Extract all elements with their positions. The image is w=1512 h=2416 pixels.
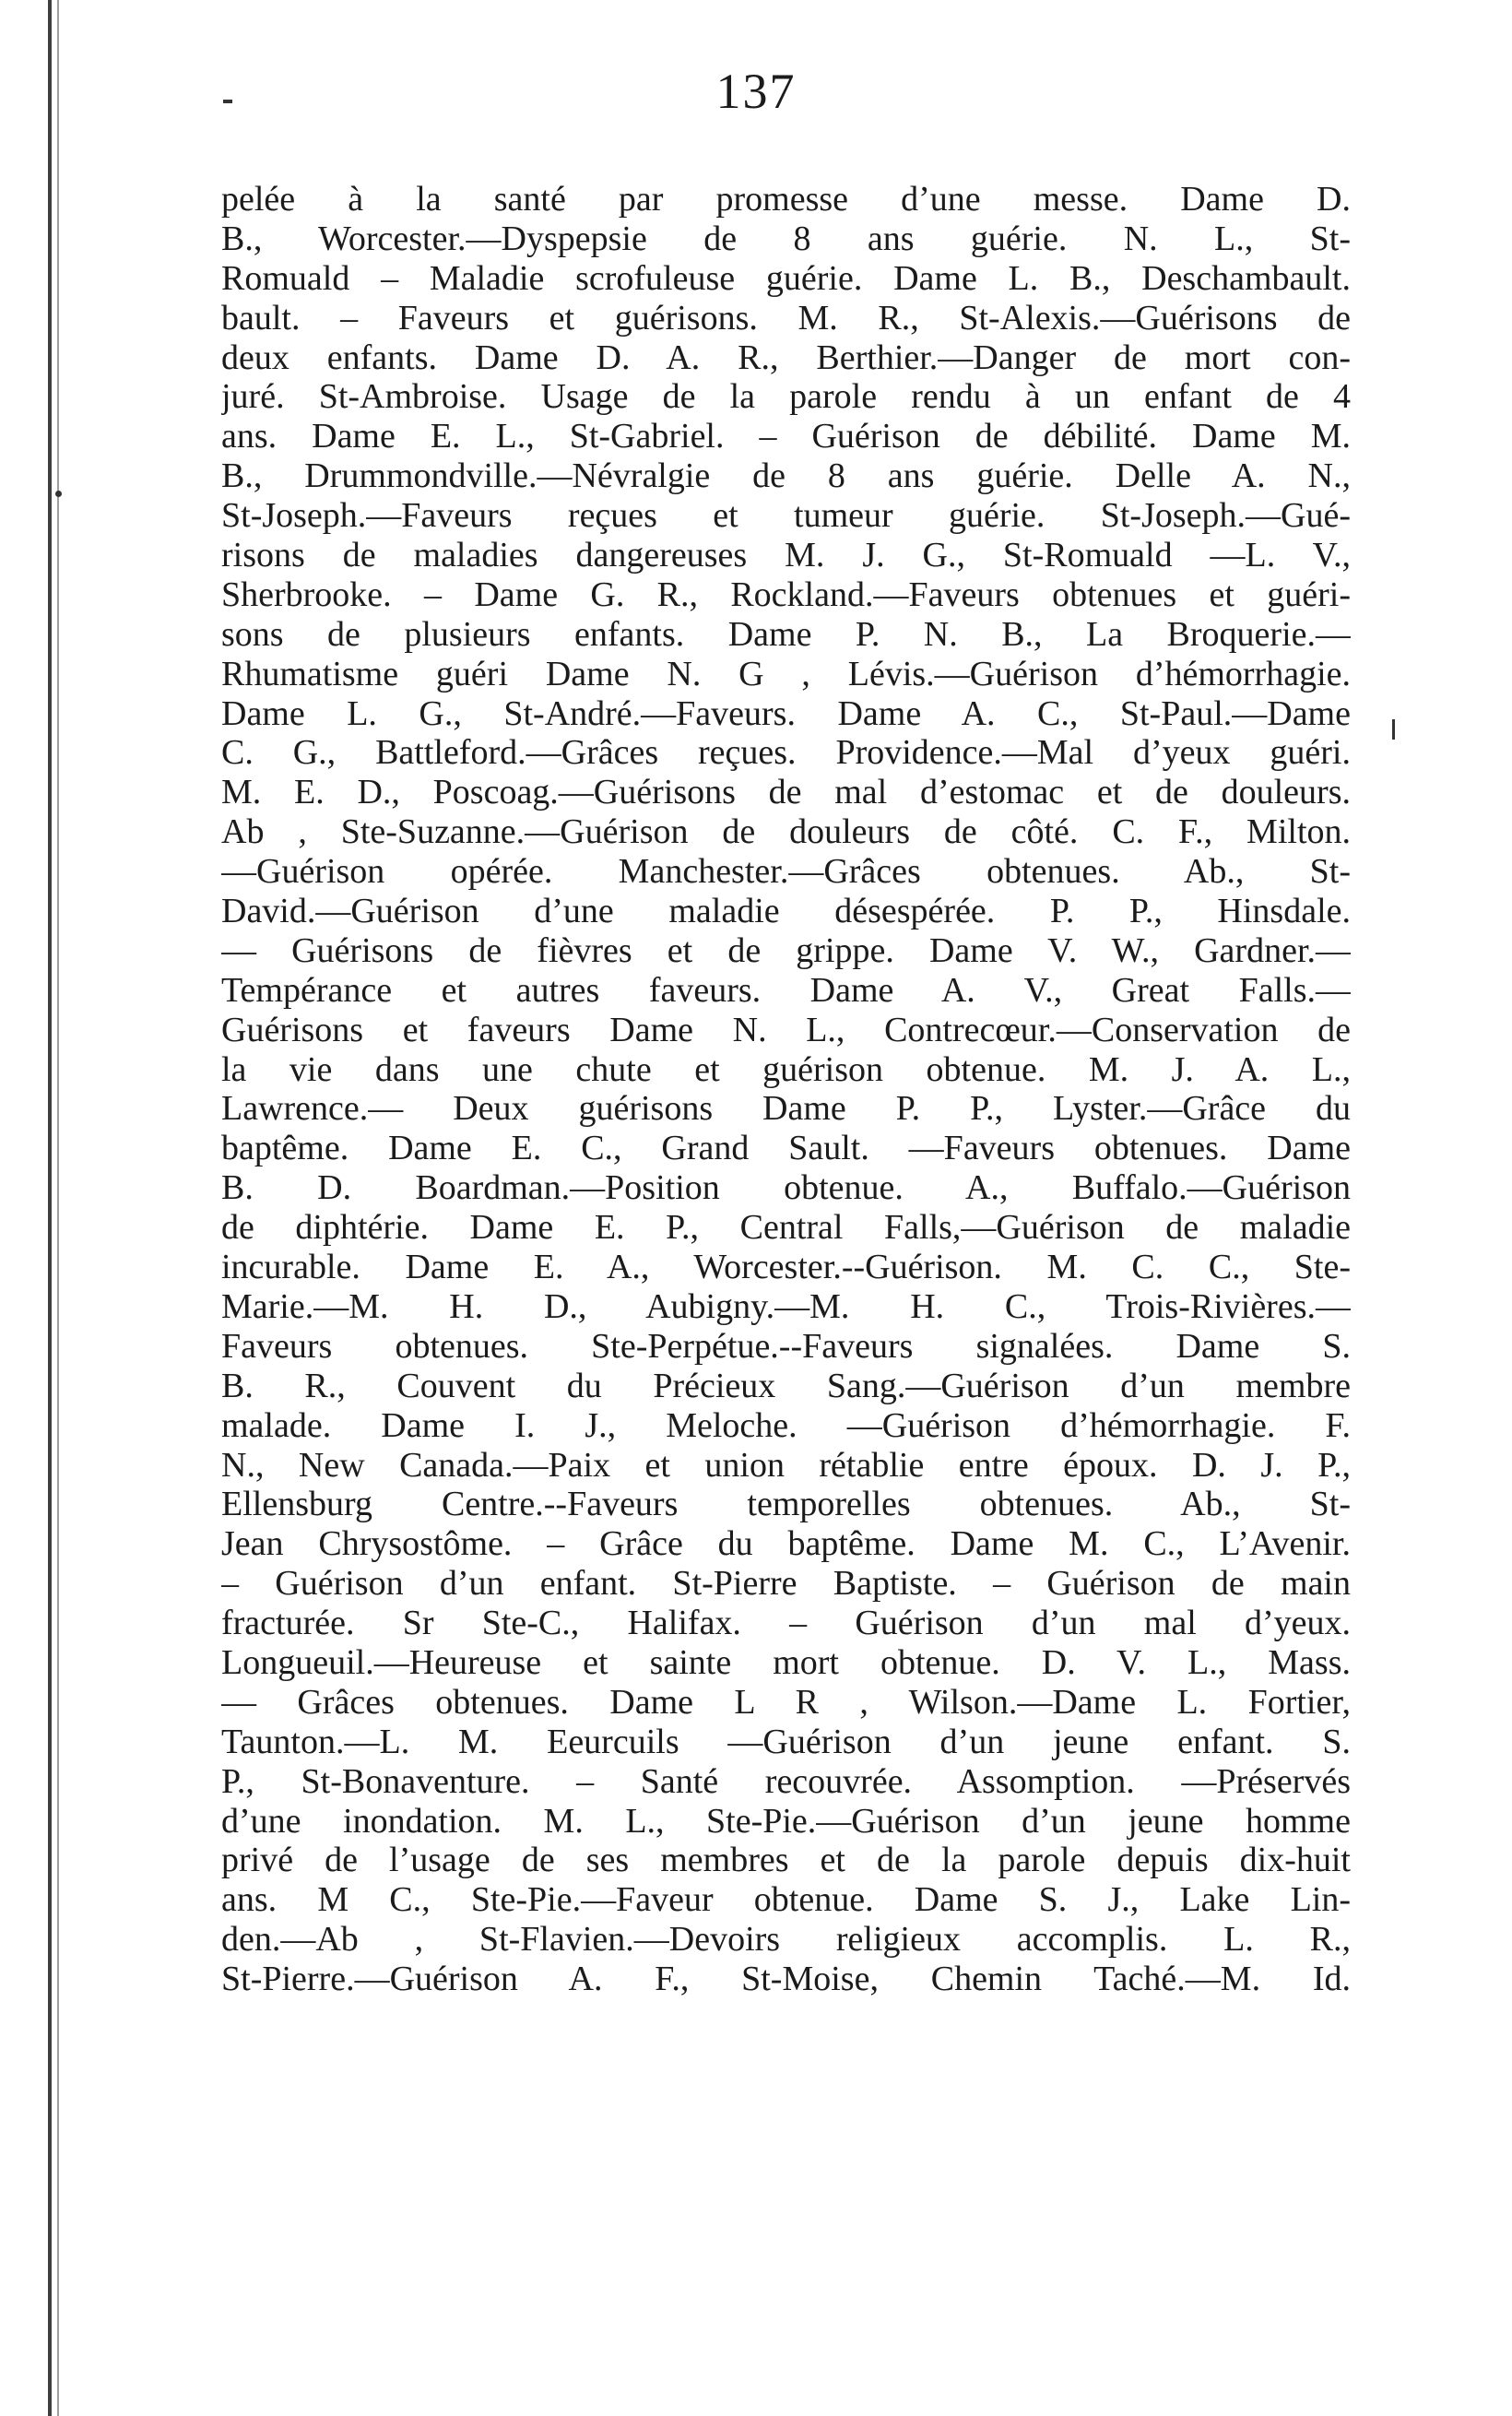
text-line: Marie.—M. H. D., Aubigny.—M. H. C., Trois-Rivières.—	[221, 1286, 1351, 1326]
text-line: ans. Dame E. L., St-Gabriel. – Guérison de débilité. Dame M.	[221, 417, 1351, 456]
margin-mark	[1392, 719, 1395, 740]
text-line: – Guérison d’un enfant. St-Pierre Baptiste. – Guérison de main	[221, 1564, 1351, 1604]
text-line: privé de l’usage de ses membres et de la parole depuis dix-huit	[221, 1841, 1351, 1880]
text-line: bault. – Faveurs et guérisons. M. R., St-Alexis.—Guérisons de	[221, 298, 1351, 338]
body-text	[221, 180, 1351, 1999]
text-line: P., St-Bonaventure. – Santé recouvrée. Assomption. —Préservés	[221, 1761, 1351, 1801]
text-line: B. R., Couvent du Précieux Sang.—Guérison d’un membre	[221, 1366, 1351, 1405]
text-line: —Guérison opérée. Manchester.—Grâces obtenues. Ab., St-	[221, 852, 1351, 892]
text-line: C. G., Battleford.—Grâces reçues. Providence.—Mal d’yeux guéri.	[221, 733, 1351, 773]
text-line: N., New Canada.—Paix et union rétablie entre époux. D. J. P.,	[221, 1445, 1351, 1485]
text-line: St-Joseph.—Faveurs reçues et tumeur guérie. St-Joseph.—Gué-	[221, 496, 1351, 536]
text-line: deux enfants. Dame D. A. R., Berthier.—Danger de mort con-	[221, 338, 1351, 377]
text-line: incurable. Dame E. A., Worcester.--Guérison. M. C. C., Ste-	[221, 1248, 1351, 1287]
print-dot-mark	[55, 491, 62, 497]
text-line: Jean Chrysostôme. – Grâce du baptême. Dame M. C., L’Avenir.	[221, 1524, 1351, 1564]
text-line: B., Drummondville.—Névralgie de 8 ans guérie. Delle A. N.,	[221, 456, 1351, 496]
text-line: B., Worcester.—Dyspepsie de 8 ans guérie. N. L., St-	[221, 219, 1351, 258]
text-line: Faveurs obtenues. Ste-Perpétue.--Faveurs signalées. Dame S.	[221, 1326, 1351, 1366]
text-line: ans. M C., Ste-Pie.—Faveur obtenue. Dame S. J., Lake Lin-	[221, 1880, 1351, 1920]
text-line: Ellensburg Centre.--Faveurs temporelles obtenues. Ab., St-	[221, 1485, 1351, 1524]
text-line: David.—Guérison d’une maladie désespérée. P. P., Hinsdale.	[221, 892, 1351, 931]
text-line: den.—Ab , St-Flavien.—Devoirs religieux accomplis. L. R.,	[221, 1920, 1351, 1960]
text-line: risons de maladies dangereuses M. J. G., St-Romuald —L. V.,	[221, 536, 1351, 575]
text-line: Tempérance et autres faveurs. Dame A. V., Great Falls.—	[221, 970, 1351, 1010]
text-line: — Guérisons de fièvres et de grippe. Dame V. W., Gardner.—	[221, 930, 1351, 970]
text-line: Sherbrooke. – Dame G. R., Rockland.—Faveurs obtenues et guéri-	[221, 574, 1351, 614]
text-line: Dame L. G., St-André.—Faveurs. Dame A. C., St-Paul.—Dame	[221, 693, 1351, 733]
text-line: St-Pierre.—Guérison A. F., St-Moise, Chemin Taché.—M. Id.	[221, 1960, 1351, 1999]
text-line: Rhumatisme guéri Dame N. G , Lévis.—Guérison d’hémorrhagie.	[221, 654, 1351, 693]
text-line: Taunton.—L. M. Eeurcuils —Guérison d’un jeune enfant. S.	[221, 1722, 1351, 1761]
text-line: sons de plusieurs enfants. Dame P. N. B., La Broquerie.—	[221, 614, 1351, 654]
text-line: Romuald – Maladie scrofuleuse guérie. Dame L. B., Deschambault.	[221, 258, 1351, 298]
binding-edge-line	[48, 0, 52, 2416]
text-line: la vie dans une chute et guérison obtenue. M. J. A. L.,	[221, 1049, 1351, 1089]
text-line: M. E. D., Poscoag.—Guérisons de mal d’estomac et de douleurs.	[221, 773, 1351, 812]
text-line: baptême. Dame E. C., Grand Sault. —Faveurs obtenues. Dame	[221, 1129, 1351, 1168]
text-line: de diphtérie. Dame E. P., Central Falls,—Guérison de maladie	[221, 1208, 1351, 1248]
page-number: 137	[715, 64, 797, 119]
text-line: Ab , Ste-Suzanne.—Guérison de douleurs de côté. C. F., Milton.	[221, 812, 1351, 852]
text-line: B. D. Boardman.—Position obtenue. A., Buffalo.—Guérison	[221, 1168, 1351, 1208]
text-line: Longueuil.—Heureuse et sainte mort obtenue. D. V. L., Mass.	[221, 1642, 1351, 1682]
text-line: fracturée. Sr Ste-C., Halifax. – Guérison d’un mal d’yeux.	[221, 1604, 1351, 1643]
text-line: juré. St-Ambroise. Usage de la parole rendu à un enfant de 4	[221, 377, 1351, 417]
binding-edge-shadow	[57, 0, 59, 2416]
text-line: Lawrence.— Deux guérisons Dame P. P., Lyster.—Grâce du	[221, 1089, 1351, 1129]
text-line: malade. Dame I. J., Meloche. —Guérison d’hémorrhagie. F.	[221, 1405, 1351, 1445]
text-line: pelée à la santé par promesse d’une messe. Dame D.	[221, 180, 1351, 219]
text-line: d’une inondation. M. L., Ste-Pie.—Guérison d’un jeune homme	[221, 1801, 1351, 1841]
text-line: Guérisons et faveurs Dame N. L., Contrecœur.—Conservation de	[221, 1010, 1351, 1049]
text-line: — Grâces obtenues. Dame L R , Wilson.—Dame L. Fortier,	[221, 1682, 1351, 1722]
